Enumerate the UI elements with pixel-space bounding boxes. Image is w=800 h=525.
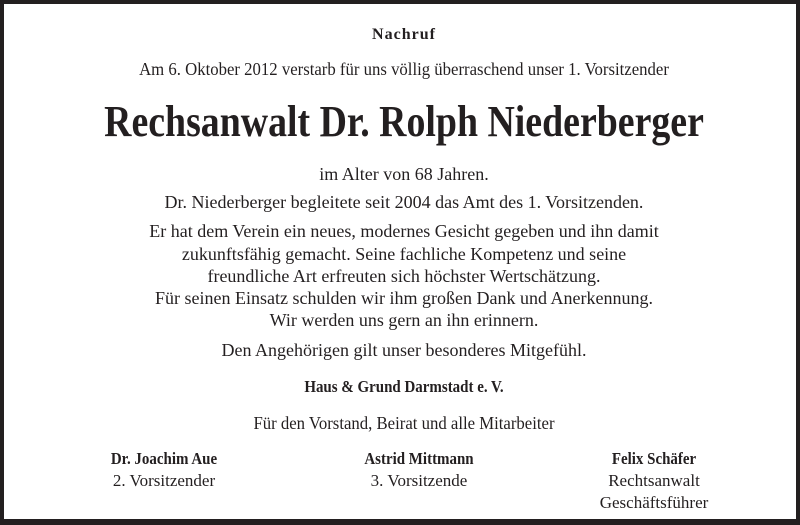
condolence-line: Den Angehörigen gilt unser besonderes Mitgefühl. xyxy=(221,340,587,360)
age-line: im Alter von 68 Jahren. xyxy=(319,164,489,184)
signatory xyxy=(524,448,784,514)
signatory-role: Geschäftsführer xyxy=(599,493,709,512)
tribute-line: zukunftsfähig gemacht. Seine fachliche Kompetenz und seine xyxy=(181,244,627,264)
tribute-line: Wir werden uns gern an ihn erinnern. xyxy=(269,310,539,330)
signatory-role: 3. Vorsitzende xyxy=(370,471,468,490)
signatory xyxy=(289,448,549,492)
deceased-name: Rechsanwalt Dr. Rolph Niederberger xyxy=(104,97,704,146)
tribute-line: Für seinen Einsatz schulden wir ihm großen Dank und Anerkennung. xyxy=(155,288,653,308)
signatory-name: Felix Schäfer xyxy=(611,449,697,468)
signatory-role: 2. Vorsitzender xyxy=(112,471,216,490)
signatory-name: Astrid Mittmann xyxy=(364,449,474,468)
on-behalf-line: Für den Vorstand, Beirat und alle Mitarbeiter xyxy=(253,413,555,433)
tribute-line: Er hat dem Verein ein neues, modernes Gesicht gegeben und ihn damit xyxy=(149,221,659,241)
signatory-name: Dr. Joachim Aue xyxy=(110,449,218,468)
tribute-line: freundliche Art erfreuten sich höchster Wertschätzung. xyxy=(207,266,601,286)
signatory xyxy=(34,448,294,492)
organization-name: Haus & Grund Darmstadt e. V. xyxy=(304,377,504,396)
intro-line: Am 6. Oktober 2012 verstarb für uns völlig überraschend unser 1. Vorsitzender xyxy=(139,59,669,79)
signatory-role: Rechtsanwalt xyxy=(608,471,700,490)
notice-heading: Nachruf xyxy=(372,26,436,43)
office-line: Dr. Niederberger begleitete seit 2004 das Amt des 1. Vorsitzenden. xyxy=(164,192,644,212)
